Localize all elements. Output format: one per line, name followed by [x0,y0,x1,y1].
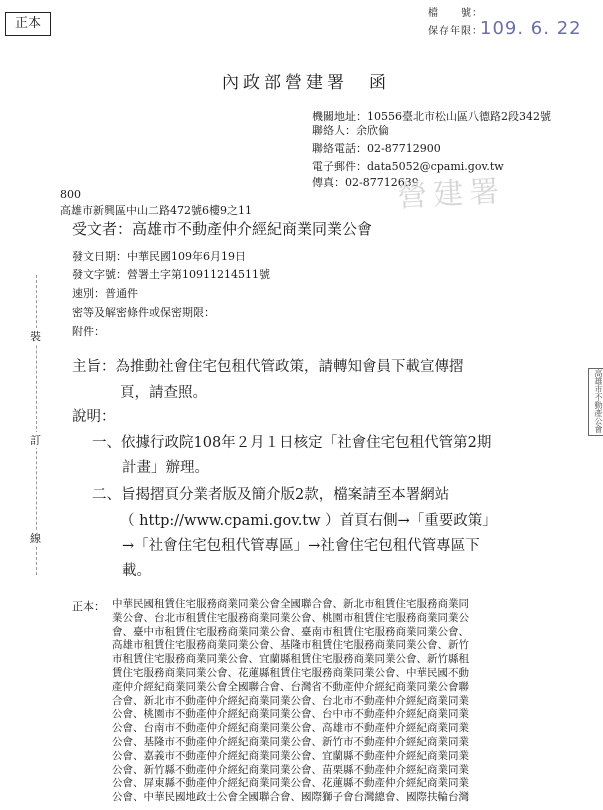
document-title: 內政部營建署 函 [222,73,390,93]
fold-mark-bind: 裝 [30,330,41,343]
cc-recipient-line: 公會、屏東縣不動產仲介經紀商業同業公會、花蓮縣不動產仲介經紀商業同業 [112,777,469,790]
recipient-name: 受文者：高雄市不動產仲介經紀商業同業公會 [72,220,373,238]
cc-recipient-line: 公會、台南市不動產仲介經紀商業同業公會、高雄市不動產仲介經紀商業同業 [112,722,469,735]
recipient-address: 高雄市新興區中山二路472號6樓9之11 [60,204,252,217]
cc-recipient-list [112,598,552,805]
retention-period-label: 保存年限： [428,26,483,37]
cc-recipient-line: 會、臺中市租賃住宅服務商業同業公會、臺南市租賃住宅服務商業同業公會、 [112,625,469,638]
recipient-zip: 800 [60,188,81,201]
cc-recipient-line: 公會、中華民國地政士公會全國聯合會、國際獅子會台灣總會、國際扶輪台灣 [112,791,469,804]
cc-label: 正本： [72,600,105,613]
subject-line-2: 頁，請查照。 [120,385,207,401]
cc-recipient-line: 賃住宅服務商業同業公會、花蓮縣租賃住宅服務商業同業公會、中華民國不動 [112,666,469,679]
document-number: 發文字號：營署土字第10911214511號 [72,268,270,281]
agency-address: 機關地址：10556臺北市松山區八德路2段342號 [312,110,551,123]
cc-recipient-line: 業公會、台北市租賃住宅服務商業同業公會、桃園市租賃住宅服務商業同業公 [112,611,469,624]
explanation-heading: 說明： [72,409,116,425]
explanation-item1-line1: 一、依據行政院108年２月１日核定「社會住宅包租代管第2期 [92,435,492,451]
agency-watermark: 營建署 [396,174,507,215]
explanation-item2-line2: （ http://www.cpami.gov.tw ）首頁右側→「重要政策」 [120,513,497,529]
fold-mark-line: 線 [30,532,41,545]
cc-recipient-line: 產仲介經紀商業同業公會全國聯合會、台灣省不動產仲介經紀商業同業公會聯 [112,680,469,693]
cc-recipient-line: 中華民國租賃住宅服務商業同業公會全國聯合會、新北市租賃住宅服務商業同 [112,598,469,610]
contact-phone: 聯絡電話：02-87712900 [312,142,441,155]
file-number-label: 檔 號： [428,8,483,19]
explanation-item2-line4: 載。 [122,563,151,579]
cc-recipient-line: 公會、新竹縣不動產仲介經紀商業同業公會、苗栗縣不動產仲介經紀商業同業 [112,763,469,776]
cc-recipient-line: 公會、桃園市不動產仲介經紀商業同業公會、台中市不動產仲介經紀商業同業 [112,708,469,721]
explanation-item2-line1: 二、旨揭摺頁分業者版及簡介版2款，檔案請至本署網站 [92,487,450,503]
contact-email: 電子郵件：data5052@cpami.gov.tw [312,160,504,173]
delivery-speed: 速別：普通件 [72,287,138,300]
explanation-item2-line3: →「社會住宅包租代管專區」→社會住宅包租代管專區下 [122,538,480,554]
contact-fax: 傳真：02-87712639 [312,176,419,189]
issue-date: 發文日期：中華民國109年6月19日 [72,250,246,263]
attachments: 附件： [72,325,105,338]
cc-recipient-line: 高雄市租賃住宅服務商業同業公會、基隆市租賃住宅服務商業同業公會、新竹 [112,639,469,652]
contact-person: 聯絡人：余欣倫 [312,124,389,137]
explanation-item1-line2: 計畫」辦理。 [122,460,209,476]
subject-line-1: 主旨：為推動社會住宅包租代管政策，請轉知會員下載宣傳摺 [72,359,464,375]
received-seal: 高雄市不動產公會 [588,368,603,436]
cc-recipient-line: 合會、新北市不動產仲介經紀商業同業公會、台北市不動產仲介經紀商業同業 [112,694,469,707]
cc-recipient-line: 公會、基隆市不動產仲介經紀商業同業公會、新竹市不動產仲介經紀商業同業 [112,735,469,748]
cc-recipient-line: 公會、嘉義市不動產仲介經紀商業同業公會、宜蘭縣不動產仲介經紀商業同業 [112,749,469,762]
security-classification: 密等及解密條件或保密期限： [72,306,215,319]
cc-recipient-line: 市租賃住宅服務商業同業公會、宜蘭縣租賃住宅服務商業同業公會、新竹縣租 [112,653,469,666]
fold-mark-staple: 訂 [30,434,41,447]
handwritten-retention-date: 109. 6. 22 [480,18,582,39]
original-copy-stamp: 正本 [5,12,51,36]
